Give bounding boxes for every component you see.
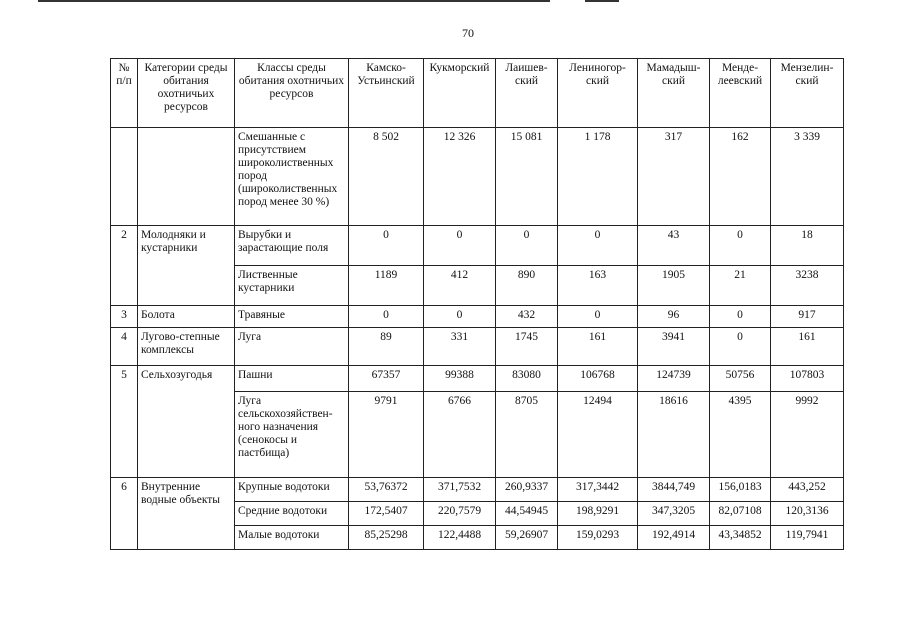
cell-class: Малые водотоки bbox=[235, 526, 349, 550]
table-row bbox=[111, 328, 844, 366]
cell-value: 89 bbox=[349, 328, 424, 366]
habitat-table bbox=[110, 58, 844, 550]
header-district: Мамадыш-ский bbox=[638, 59, 710, 128]
cell-value: 156,0183 bbox=[710, 478, 771, 502]
cell-value: 0 bbox=[710, 306, 771, 328]
cell-value: 9791 bbox=[349, 392, 424, 478]
cell-value: 6766 bbox=[424, 392, 496, 478]
cell-value: 3844,749 bbox=[638, 478, 710, 502]
cell-value: 119,7941 bbox=[771, 526, 844, 550]
cell-value: 122,4488 bbox=[424, 526, 496, 550]
table-row bbox=[111, 128, 844, 226]
cell-value: 99388 bbox=[424, 366, 496, 392]
header-class: Классы среды обитания охотничьих ресурсов bbox=[235, 59, 349, 128]
table-row bbox=[111, 226, 844, 266]
cell-value: 107803 bbox=[771, 366, 844, 392]
cell-value: 120,3136 bbox=[771, 502, 844, 526]
header-district: Кукморский bbox=[424, 59, 496, 128]
cell-no: 2 bbox=[111, 226, 138, 306]
cell-class: Вырубки и зарастающие поля bbox=[235, 226, 349, 266]
cell-no: 3 bbox=[111, 306, 138, 328]
cell-value: 163 bbox=[558, 266, 638, 306]
cell-value: 3 339 bbox=[771, 128, 844, 226]
cell-value: 1 178 bbox=[558, 128, 638, 226]
cell-category: Сельхозугодья bbox=[138, 366, 235, 478]
cell-value: 124739 bbox=[638, 366, 710, 392]
cell-class: Луга bbox=[235, 328, 349, 366]
cell-value: 198,9291 bbox=[558, 502, 638, 526]
cell-value: 15 081 bbox=[496, 128, 558, 226]
header-district: Лаишев-ский bbox=[496, 59, 558, 128]
cell-value: 0 bbox=[710, 328, 771, 366]
cell-value: 21 bbox=[710, 266, 771, 306]
cell-value: 192,4914 bbox=[638, 526, 710, 550]
cell-value: 3941 bbox=[638, 328, 710, 366]
table-row bbox=[111, 478, 844, 502]
header-no: № п/п bbox=[111, 59, 138, 128]
cell-value: 67357 bbox=[349, 366, 424, 392]
cell-value: 443,252 bbox=[771, 478, 844, 502]
cell-value: 260,9337 bbox=[496, 478, 558, 502]
page-number: 70 bbox=[462, 26, 474, 40]
cell-value: 0 bbox=[349, 306, 424, 328]
header-category: Категории среды обитания охотничьих ресурсов bbox=[138, 59, 235, 128]
top-rule-right bbox=[585, 0, 619, 2]
cell-value: 44,54945 bbox=[496, 502, 558, 526]
cell-value: 0 bbox=[424, 306, 496, 328]
cell-value: 317 bbox=[638, 128, 710, 226]
cell-class: Смешанные с присутствием широколиственных пород (широколиственных пород менее 30 %) bbox=[235, 128, 349, 226]
cell-value: 3238 bbox=[771, 266, 844, 306]
cell-category: Лугово-степные комплексы bbox=[138, 328, 235, 366]
cell-category: Болота bbox=[138, 306, 235, 328]
cell-value: 0 bbox=[424, 226, 496, 266]
cell-value: 412 bbox=[424, 266, 496, 306]
cell-value: 220,7579 bbox=[424, 502, 496, 526]
cell-class: Крупные водотоки bbox=[235, 478, 349, 502]
cell-value: 1745 bbox=[496, 328, 558, 366]
cell-value: 18 bbox=[771, 226, 844, 266]
header-district: Мензелин-ский bbox=[771, 59, 844, 128]
cell-value: 18616 bbox=[638, 392, 710, 478]
cell-value: 9992 bbox=[771, 392, 844, 478]
cell-value: 347,3205 bbox=[638, 502, 710, 526]
cell-value: 0 bbox=[349, 226, 424, 266]
cell-value: 159,0293 bbox=[558, 526, 638, 550]
cell-value: 890 bbox=[496, 266, 558, 306]
cell-class: Лиственные кустарники bbox=[235, 266, 349, 306]
cell-value: 50756 bbox=[710, 366, 771, 392]
cell-class: Средние водотоки bbox=[235, 502, 349, 526]
cell-class: Травяные bbox=[235, 306, 349, 328]
cell-value: 43 bbox=[638, 226, 710, 266]
cell-category: Молодняки и кустарники bbox=[138, 226, 235, 306]
header-district: Камско-Устьинский bbox=[349, 59, 424, 128]
cell-value: 317,3442 bbox=[558, 478, 638, 502]
table-row bbox=[111, 306, 844, 328]
table-row bbox=[111, 366, 844, 392]
cell-value: 0 bbox=[496, 226, 558, 266]
header-district: Лениногор-ский bbox=[558, 59, 638, 128]
cell-value: 162 bbox=[710, 128, 771, 226]
cell-value: 59,26907 bbox=[496, 526, 558, 550]
cell-value: 172,5407 bbox=[349, 502, 424, 526]
cell-value: 12494 bbox=[558, 392, 638, 478]
cell-value: 917 bbox=[771, 306, 844, 328]
cell-class: Луга сельскохозяйствен-ного назначения (сенокосы и пастбища) bbox=[235, 392, 349, 478]
cell-category bbox=[138, 128, 235, 226]
cell-value: 1189 bbox=[349, 266, 424, 306]
cell-value: 0 bbox=[710, 226, 771, 266]
cell-value: 161 bbox=[771, 328, 844, 366]
cell-value: 43,34852 bbox=[710, 526, 771, 550]
cell-value: 12 326 bbox=[424, 128, 496, 226]
cell-value: 0 bbox=[558, 306, 638, 328]
cell-no: 4 bbox=[111, 328, 138, 366]
cell-value: 82,07108 bbox=[710, 502, 771, 526]
cell-value: 161 bbox=[558, 328, 638, 366]
header-district: Менде-леевский bbox=[710, 59, 771, 128]
cell-value: 83080 bbox=[496, 366, 558, 392]
cell-value: 4395 bbox=[710, 392, 771, 478]
cell-class: Пашни bbox=[235, 366, 349, 392]
cell-value: 96 bbox=[638, 306, 710, 328]
cell-value: 331 bbox=[424, 328, 496, 366]
cell-no bbox=[111, 128, 138, 226]
cell-value: 8705 bbox=[496, 392, 558, 478]
cell-value: 106768 bbox=[558, 366, 638, 392]
cell-no: 5 bbox=[111, 366, 138, 478]
top-rule-left bbox=[38, 0, 550, 2]
cell-value: 53,76372 bbox=[349, 478, 424, 502]
cell-value: 85,25298 bbox=[349, 526, 424, 550]
cell-category: Внутренние водные объекты bbox=[138, 478, 235, 550]
table-header-row bbox=[111, 59, 844, 128]
cell-value: 432 bbox=[496, 306, 558, 328]
cell-no: 6 bbox=[111, 478, 138, 550]
cell-value: 8 502 bbox=[349, 128, 424, 226]
cell-value: 0 bbox=[558, 226, 638, 266]
cell-value: 371,7532 bbox=[424, 478, 496, 502]
cell-value: 1905 bbox=[638, 266, 710, 306]
